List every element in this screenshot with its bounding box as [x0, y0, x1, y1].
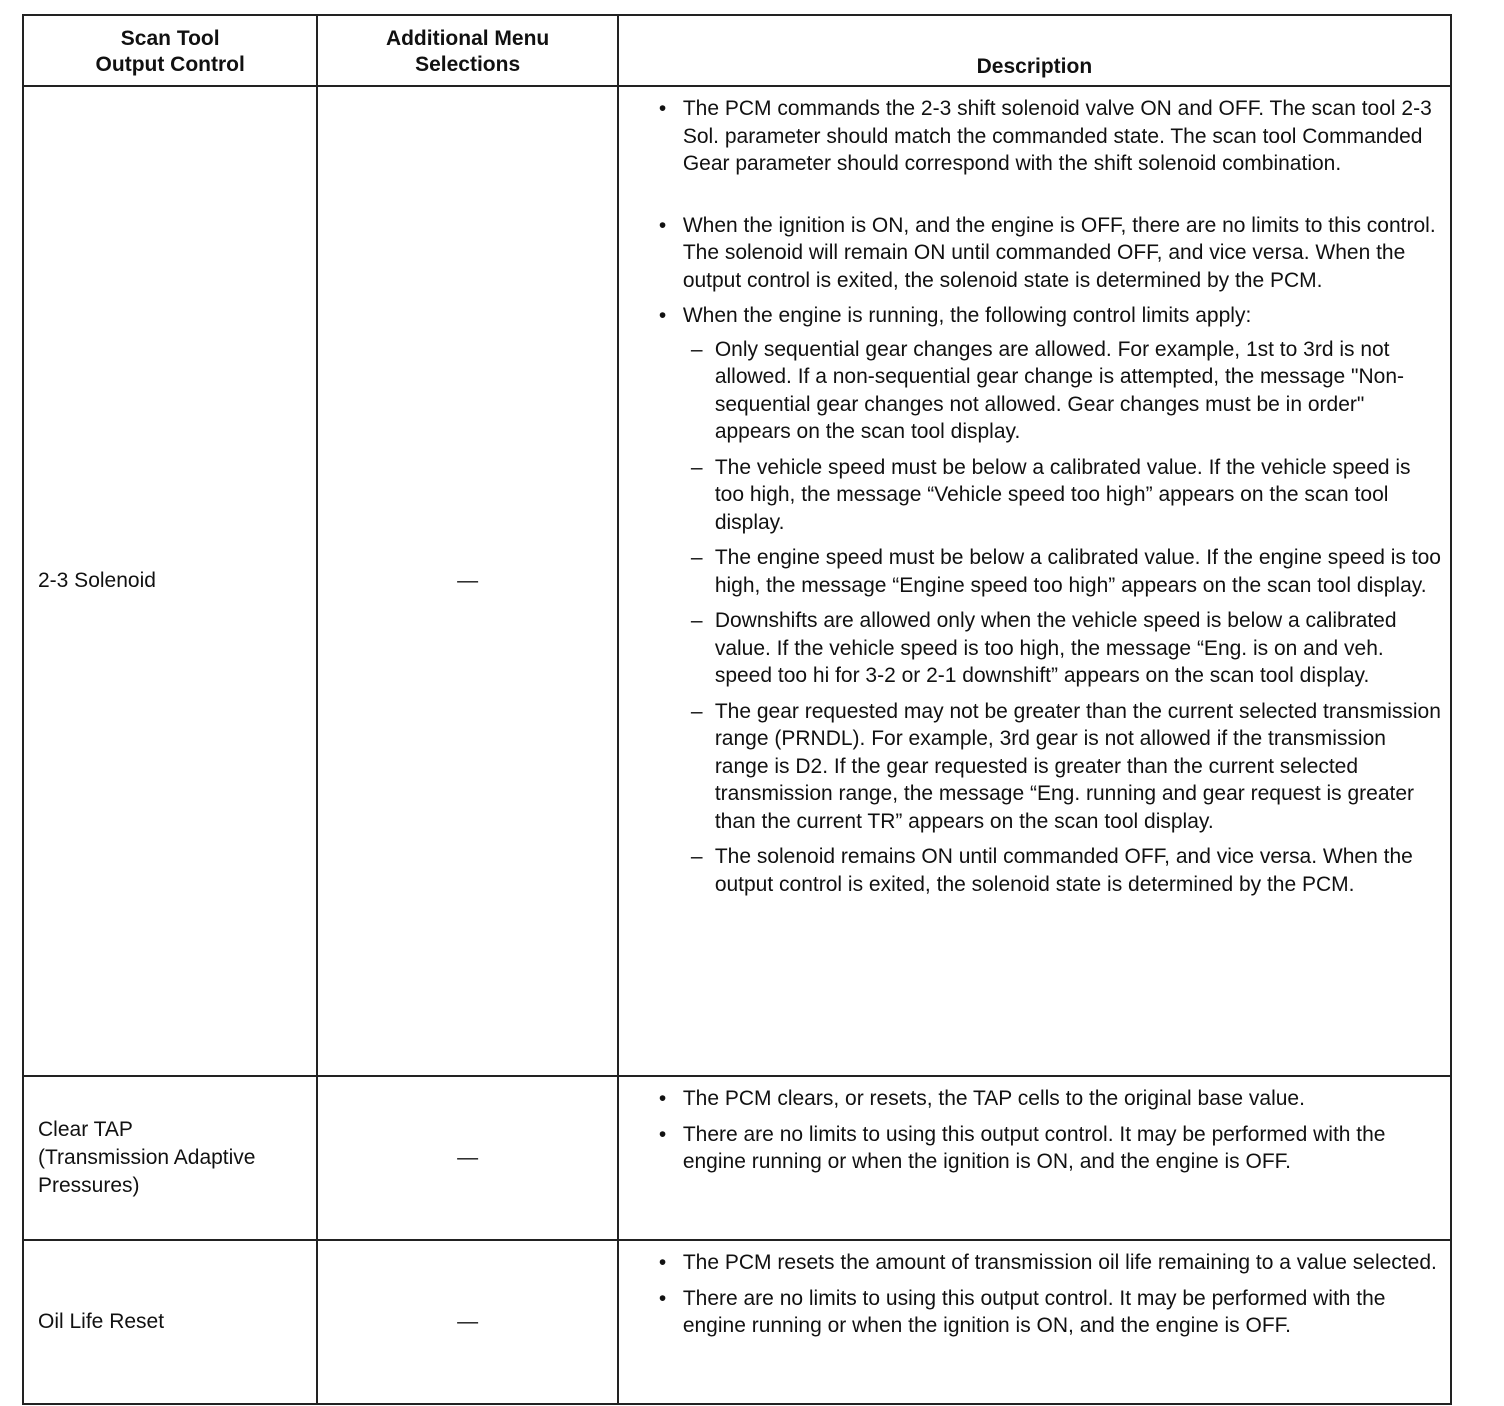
output-control-table: [22, 14, 1452, 1405]
menu-selection: —: [317, 1076, 617, 1240]
bullet-item: • The PCM commands the 2-3 shift solenoid valve ON and OFF. The scan tool 2-3 Sol. parameter should match the commanded state. The scan tool Commanded Gear parameter should correspond with the shift solenoid combination.: [659, 95, 1442, 178]
bullet-item: • The PCM clears, or resets, the TAP cells to the original base value.: [659, 1085, 1442, 1113]
control-name: Clear TAP (Transmission Adaptive Pressures): [23, 1076, 317, 1240]
control-name: 2-3 Solenoid: [23, 86, 317, 1076]
sub-item: – Only sequential gear changes are allowed. For example, 1st to 3rd is not allowed. If a non-sequential gear change is attempted, the message "Non-sequential gear changes not allowed. Gear changes must be in order" appears on the scan tool display.: [683, 336, 1442, 446]
menu-selection: —: [317, 1240, 617, 1404]
bullet-item: • When the ignition is ON, and the engine is OFF, there are no limits to this control. The solenoid will remain ON until commanded OFF, and vice versa. When the output control is exited, the solenoid state is determined by the PCM.: [659, 212, 1442, 295]
bullet-list: [659, 95, 1442, 898]
bullet-item: • The PCM resets the amount of transmission oil life remaining to a value selected.: [659, 1249, 1442, 1277]
control-name: Oil Life Reset: [23, 1240, 317, 1404]
bullet-text: When the engine is running, the following control limits apply:: [682, 304, 1252, 327]
table-row: [23, 1240, 1451, 1404]
bullet-item: • There are no limits to using this output control. It may be performed with the engine running or when the ignition is ON, and the engine is OFF.: [659, 1285, 1442, 1340]
sub-item: – The solenoid remains ON until commanded OFF, and vice versa. When the output control is exited, the solenoid state is determined by the PCM.: [683, 843, 1442, 898]
bullet-item: [659, 302, 1442, 898]
bullet-item: • There are no limits to using this output control. It may be performed with the engine running or when the ignition is ON, and the engine is OFF.: [659, 1121, 1442, 1176]
sub-list: [683, 336, 1442, 899]
bullet-list: [659, 1085, 1442, 1176]
description-cell: [618, 1076, 1451, 1240]
table-row: [23, 86, 1451, 1076]
header-description: Description: [618, 15, 1451, 86]
table-header-row: [23, 15, 1451, 86]
sub-item: – The engine speed must be below a calibrated value. If the engine speed is too high, the message “Engine speed too high” appears on the scan tool display.: [683, 544, 1442, 599]
header-output-control: Scan Tool Output Control: [23, 15, 317, 86]
table-row: [23, 1076, 1451, 1240]
header-menu-selections: Additional Menu Selections: [317, 15, 617, 86]
bullet-list: [659, 1249, 1442, 1340]
menu-selection: —: [317, 86, 617, 1076]
description-cell: [618, 1240, 1451, 1404]
description-cell: [618, 86, 1451, 1076]
sub-item: – The gear requested may not be greater than the current selected transmission range (PRNDL). For example, 3rd gear is not allowed if the transmission range is D2. If the gear requested is greater than the current selected transmission range, the message “Eng. running and gear request is greater than the current TR” appears on the scan tool display.: [683, 698, 1442, 836]
sub-item: – The vehicle speed must be below a calibrated value. If the vehicle speed is too high, the message “Vehicle speed too high” appears on the scan tool display.: [683, 454, 1442, 537]
sub-item: – Downshifts are allowed only when the vehicle speed is below a calibrated value. If the vehicle speed is too high, the message “Eng. is on and veh. speed too hi for 3-2 or 2-1 downshift” appears on the scan tool display.: [683, 607, 1442, 690]
